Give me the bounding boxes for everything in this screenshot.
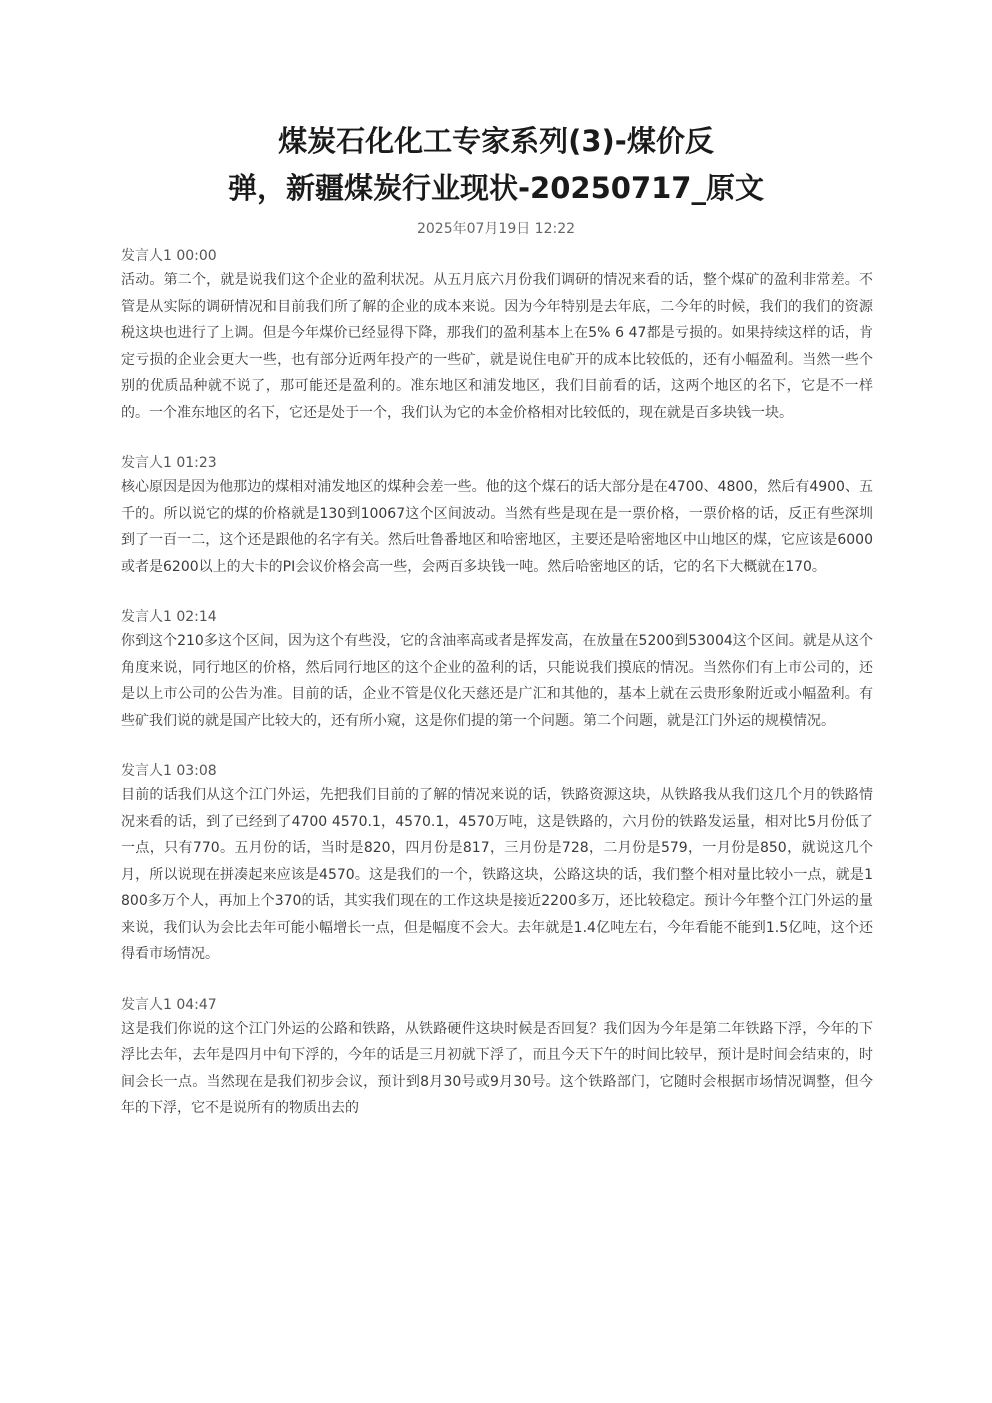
transcript-body xyxy=(121,243,873,1146)
speaker-timestamp: 发言人1 00:00 xyxy=(121,248,217,264)
transcript-paragraph: 这是我们你说的这个江门外运的公路和铁路，从铁路硬件这块时候是否回复？我们因为今年是第二年铁路下浮，今年的下浮比去年，去年是四月中旬下浮的，今年的话是三月初就下浮了，而且今天下午的时间比较早，预计是时间会结束的，时间会长一点。当然现在是我们初步会议，预计到8月30号或9月30号。这个铁路部门，它随时会根据市场情况调整，但今年的下浮，它不是说所有的物质出去的 xyxy=(121,1020,873,1116)
transcript-section xyxy=(121,243,873,426)
speaker-timestamp: 发言人1 03:08 xyxy=(121,763,217,779)
transcript-paragraph: 活动。第二个，就是说我们这个企业的盈利状况。从五月底六月份我们调研的情况来看的话，整个煤矿的盈利非常差。不管是从实际的调研情况和目前我们所了解的企业的成本来说。因为今年特别是去年底，二今年的时候，我们的我们的资源税这块也进行了上调。但是今年煤价已经显得下降，那我们的盈利基本上在5% 6 47都是亏损的。如果持续这样的话，肯定亏损的企业会更大一些，也有部分近两年投产的一些矿，就是说住电矿开的成本比较低的，还有小幅盈利。当然一些个别的优质品种就不说了，那可能还是盈利的。准东地区和浦发地区，我们目前看的话，这两个地区的名下，它是不一样的。一个准东地区的名下，它还是处于一个，我们认为它的本金价格相对比较低的，现在就是百多块钱一块。 xyxy=(121,272,873,421)
title-line-1: 煤炭石化化工专家系列(3)-煤价反 xyxy=(278,124,714,158)
transcript-paragraph: 核心原因是因为他那边的煤相对浦发地区的煤种会差一些。他的这个煤石的话大部分是在4700、4800，然后有4900、五千的。所以说它的煤的价格就是130到10067这个区间波动。当然有些是现在是一票价格，一票价格的话，反正有些深圳到了一百一二，这个还是跟他的名字有关。然后吐鲁番地区和哈密地区，主要还是哈密地区中山地区的煤，它应该是6000或者是6200以上的大卡的PI会议价格会高一些，会两百多块钱一吨。然后哈密地区的话，它的名下大概就在170。 xyxy=(121,479,873,575)
transcript-section xyxy=(121,992,873,1122)
speaker-timestamp: 发言人1 01:23 xyxy=(121,455,217,471)
transcript-section xyxy=(121,758,873,968)
transcript-section xyxy=(121,450,873,580)
title-line-2: 弹，新疆煤炭行业现状-20250717_原文 xyxy=(228,171,764,205)
transcript-paragraph: 目前的话我们从这个江门外运，先把我们目前的了解的情况来说的话，铁路资源这块，从铁路我从我们这几个月的铁路情况来看的话，到了已经到了4700 4570.1，4570.1，4570万吨，这是铁路的，六月份的铁路发运量，相对比5月份低了一点，只有770。五月份的话，当时是820，四月份是817，三月份是728，二月份是579，一月份是850，就说这几个月，所以说现在拼凑起来应该是4570。这是我们的一个，铁路这块，公路这块的话，我们整个相对量比较小一点，就是1800多万个人，再加上个370的话，其实我们现在的工作这块是接近2200多万，还比较稳定。预计今年整个江门外运的量来说，我们认为会比去年可能小幅增长一点，但是幅度不会大。去年就是1.4亿吨左右，今年看能不能到1.5亿吨，这个还得看市场情况。 xyxy=(121,787,873,962)
document-date: 2025年07月19日 12:22 xyxy=(416,221,576,237)
transcript-paragraph: 你到这个210多这个区间，因为这个有些没，它的含油率高或者是挥发高，在放量在5200到53004这个区间。就是从这个角度来说，同行地区的价格，然后同行地区的这个企业的盈利的话，只能说我们摸底的情况。当然你们有上市公司的，还是以上市公司的公告为准。目前的话，企业不管是仪化天慈还是广汇和其他的，基本上就在云贵形象附近或小幅盈利。有些矿我们说的就是国产比较大的，还有所小窥，这是你们提的第一个问题。第二个问题，就是江门外运的规模情况。 xyxy=(121,633,873,729)
transcript-section xyxy=(121,604,873,734)
speaker-timestamp: 发言人1 02:14 xyxy=(121,609,217,625)
speaker-timestamp: 发言人1 04:47 xyxy=(121,996,217,1013)
document-title xyxy=(150,118,842,212)
